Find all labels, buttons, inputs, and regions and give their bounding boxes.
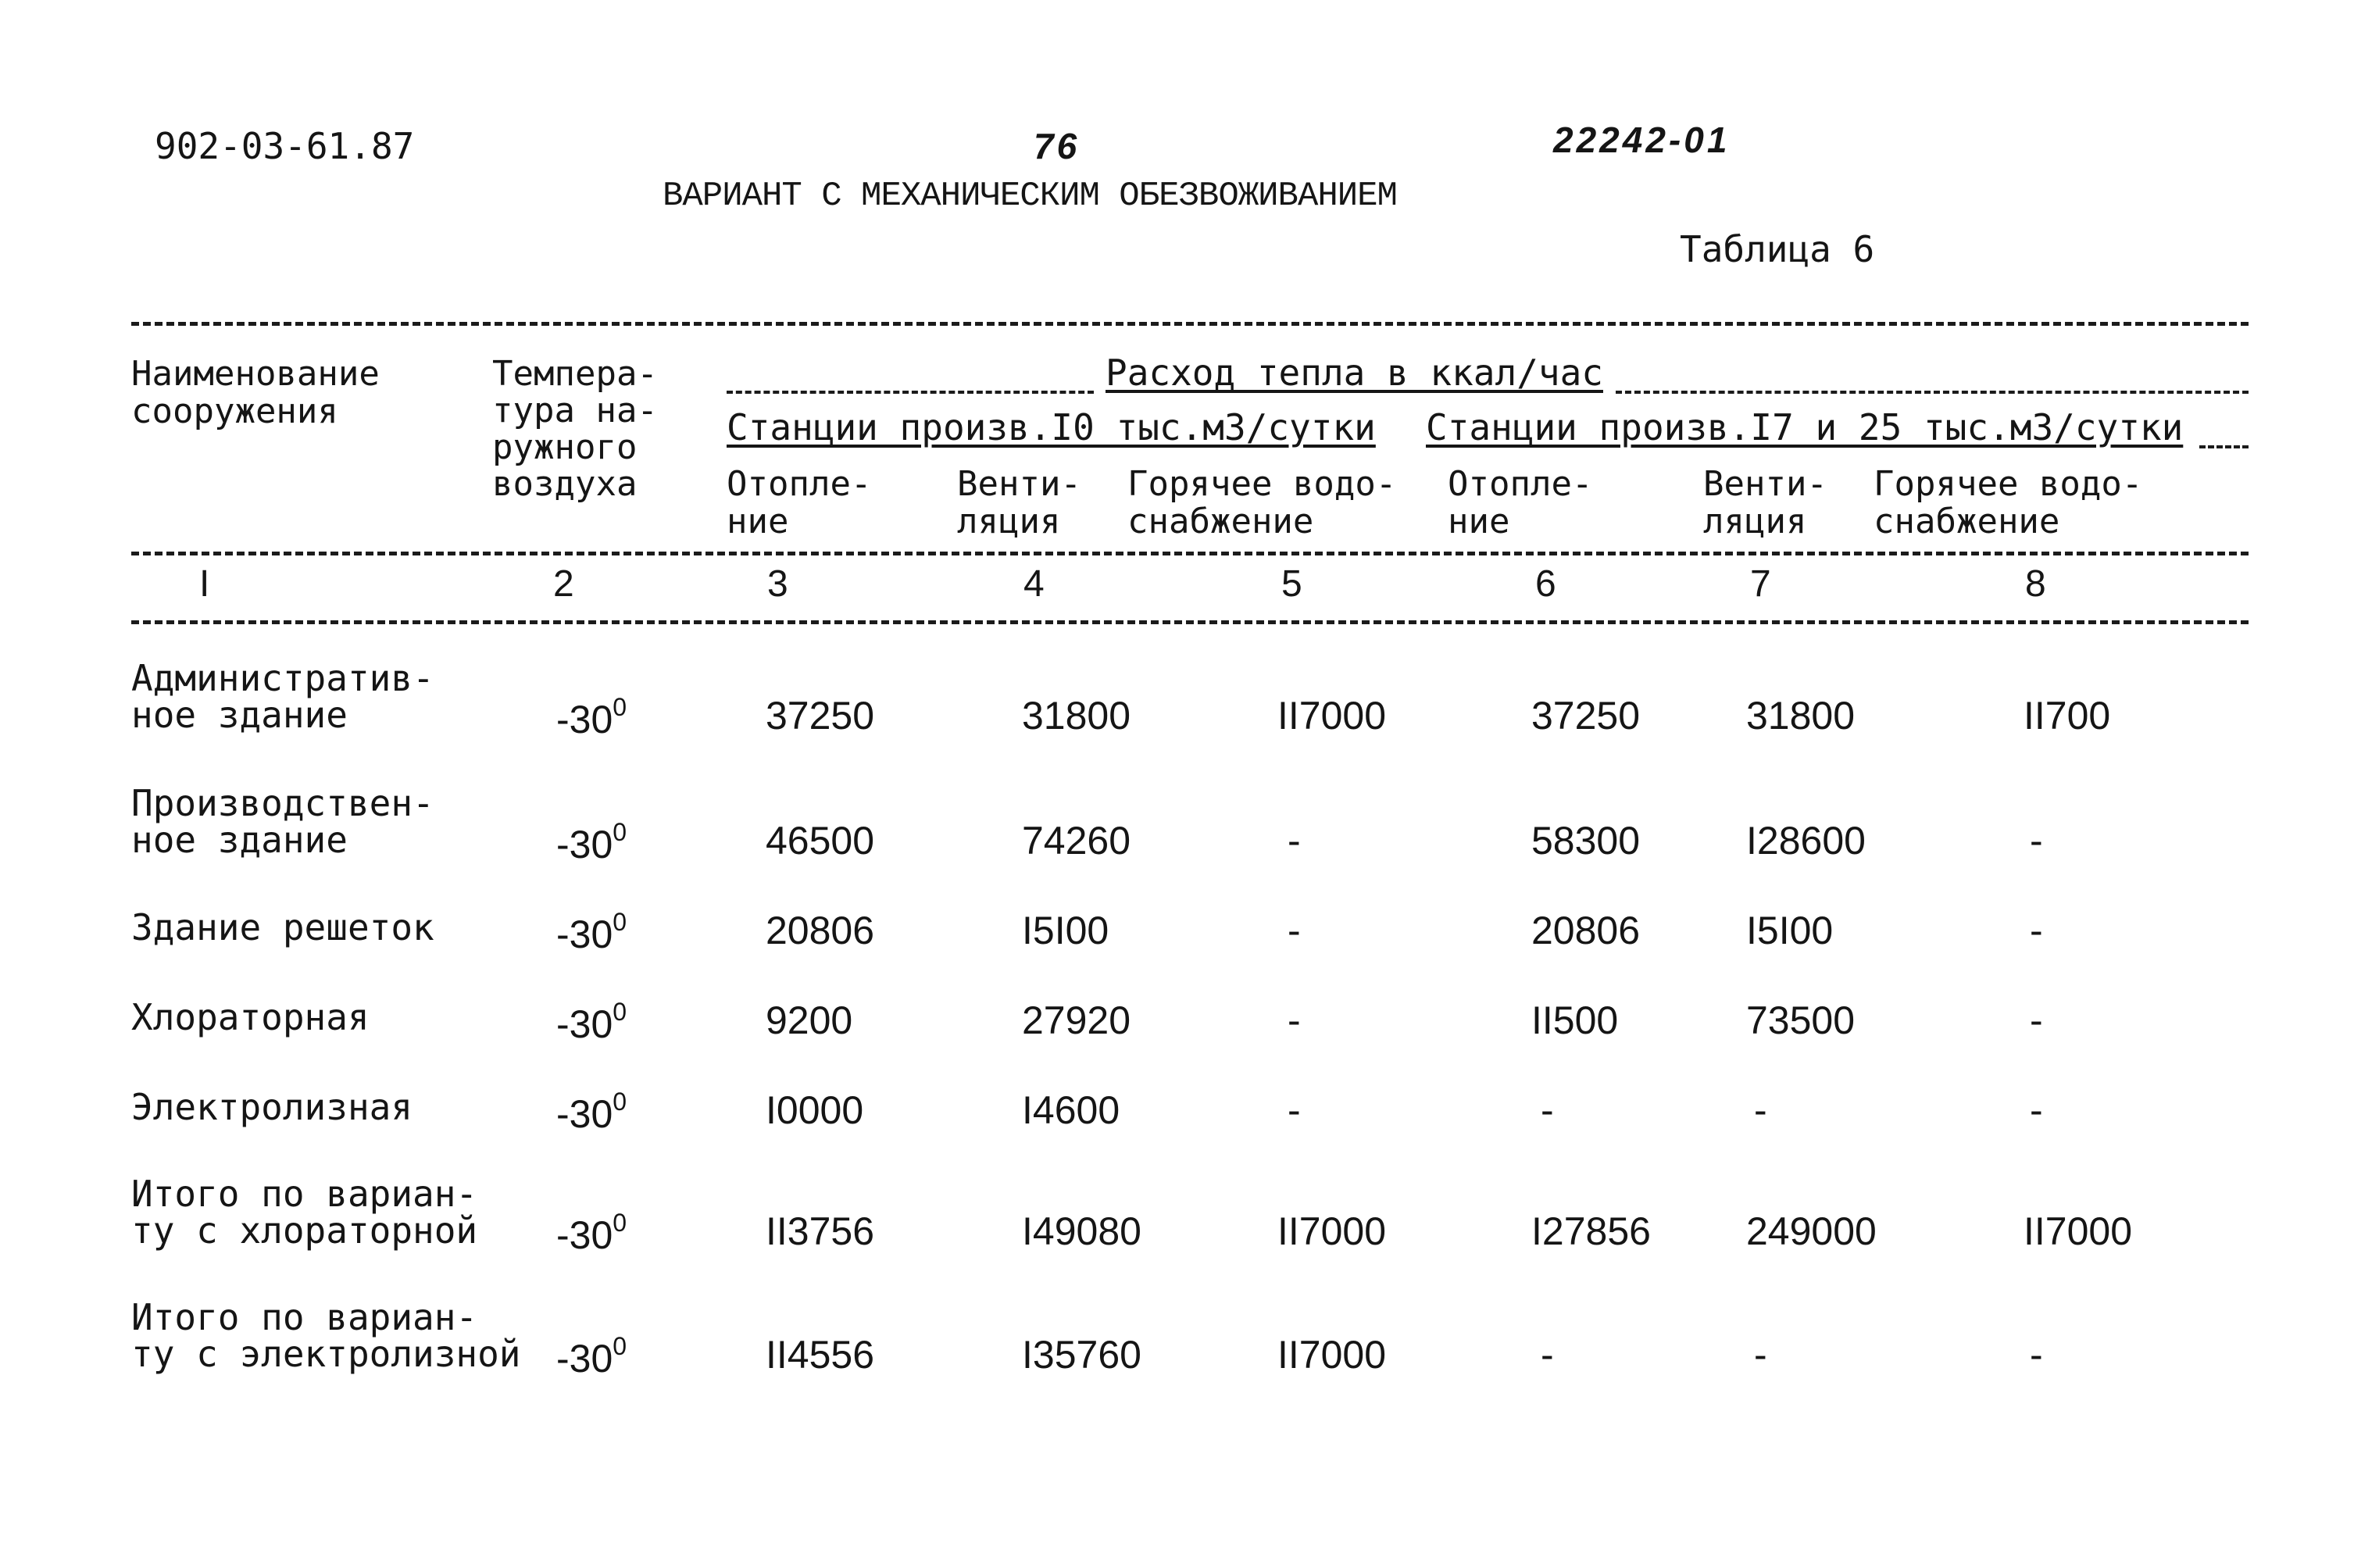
cell-col-7: 31800	[1746, 694, 1856, 738]
subcolumn-heating-1: Отопле- ние	[727, 464, 872, 541]
cell-col-7: -	[1754, 1088, 1767, 1132]
cell-col-6: -	[1541, 1088, 1554, 1132]
row-temperature: $-30^0$	[556, 1088, 627, 1136]
cell-col-7: 73500	[1746, 998, 1856, 1042]
column-number-6: 6	[1535, 563, 1556, 605]
cell-col-8: -	[2030, 998, 2043, 1042]
row-name: Хлораторная	[131, 996, 370, 1038]
cell-col-6: II500	[1531, 998, 1619, 1042]
subgroup-header-10k: Станции произв.I0 тыс.м3/сутки	[727, 406, 1376, 448]
group-header-leader-right	[1616, 391, 2249, 394]
column-number-5: 5	[1281, 563, 1302, 605]
subcolumn-heating-2: Отопле- ние	[1448, 464, 1593, 541]
row-name: Итого по вариан- ту с хлораторной	[131, 1173, 478, 1252]
column-header-temperature: Темпера- тура на- ружного воздуха	[492, 354, 658, 504]
cell-col-5: -	[1288, 819, 1301, 863]
column-number-7: 7	[1750, 563, 1771, 605]
cell-col-5: II7000	[1277, 1333, 1387, 1377]
cell-col-6: 37250	[1531, 694, 1641, 738]
table-top-rule	[131, 322, 2249, 326]
cell-col-8: -	[2030, 909, 2043, 952]
cell-col-7: -	[1754, 1333, 1767, 1377]
cell-col-3: 20806	[766, 909, 875, 952]
cell-col-4: I4600	[1022, 1088, 1120, 1132]
column-header-name: Наименование сооружения	[131, 354, 380, 431]
column-numbers-rule	[131, 620, 2249, 624]
cell-col-6: I27856	[1531, 1209, 1651, 1253]
stamp-number: 22242-01	[1553, 120, 1731, 160]
cell-col-8: -	[2030, 1088, 2043, 1132]
column-number-2: 2	[553, 563, 574, 605]
row-temperature: $-30^0$	[556, 998, 627, 1046]
column-number-8: 8	[2025, 563, 2046, 605]
row-temperature: $-30^0$	[556, 1209, 627, 1257]
subcolumn-ventilation-1: Венти- ляция	[957, 464, 1081, 541]
cell-col-3: II3756	[766, 1209, 875, 1253]
cell-col-8: II7000	[2024, 1209, 2133, 1253]
page-title: ВАРИАНТ С МЕХАНИЧЕСКИМ ОБЕЗВОЖИВАНИЕМ	[663, 177, 1397, 216]
cell-col-8: -	[2030, 1333, 2043, 1377]
row-name: Итого по вариан- ту с электролизной	[131, 1296, 521, 1375]
row-temperature: $-30^0$	[556, 1332, 627, 1380]
cell-col-8: -	[2030, 819, 2043, 863]
cell-col-6: -	[1541, 1333, 1554, 1377]
cell-col-4: I35760	[1022, 1333, 1141, 1377]
subgroup-leader	[2199, 445, 2249, 448]
cell-col-7: 249000	[1746, 1209, 1877, 1253]
column-number-3: 3	[767, 563, 788, 605]
cell-col-8: II700	[2024, 694, 2111, 738]
cell-col-6: 20806	[1531, 909, 1641, 952]
subcolumn-ventilation-2: Венти- ляция	[1703, 464, 1827, 541]
row-name: Здание решеток	[131, 906, 434, 948]
cell-col-3: 37250	[766, 694, 875, 738]
row-name: Производствен- ное здание	[131, 782, 434, 861]
cell-col-5: II7000	[1277, 1209, 1387, 1253]
page-number: 76	[1034, 126, 1081, 166]
cell-col-3: 9200	[766, 998, 853, 1042]
document-code: 902-03-61.87	[155, 125, 415, 167]
cell-col-5: -	[1288, 1088, 1301, 1132]
cell-col-4: 74260	[1022, 819, 1131, 863]
cell-col-4: I5I00	[1022, 909, 1109, 952]
group-header-leader-left	[727, 391, 1094, 394]
cell-col-5: -	[1288, 909, 1301, 952]
column-number-4: 4	[1023, 563, 1045, 605]
cell-col-6: 58300	[1531, 819, 1641, 863]
row-name: Административ- ное здание	[131, 657, 434, 736]
subgroup-header-17-25k: Станции произв.I7 и 25 тыс.м3/сутки	[1426, 406, 2184, 448]
subcolumn-hot-water-1: Горячее водо- снабжение	[1127, 464, 1397, 541]
row-temperature: $-30^0$	[556, 818, 627, 866]
cell-col-4: 27920	[1022, 998, 1131, 1042]
row-name: Электролизная	[131, 1086, 413, 1128]
subcolumn-hot-water-2: Горячее водо- снабжение	[1874, 464, 2143, 541]
table-label: Таблица 6	[1680, 228, 1875, 270]
column-number-1: I	[199, 563, 210, 605]
row-temperature: $-30^0$	[556, 693, 627, 741]
cell-col-4: I49080	[1022, 1209, 1141, 1253]
cell-col-7: I5I00	[1746, 909, 1834, 952]
cell-col-5: -	[1288, 998, 1301, 1042]
cell-col-5: II7000	[1277, 694, 1387, 738]
group-header: Расход тепла в ккал/час	[1106, 352, 1603, 394]
cell-col-3: I0000	[766, 1088, 864, 1132]
cell-col-7: I28600	[1746, 819, 1866, 863]
header-bottom-rule	[131, 552, 2249, 555]
row-temperature: $-30^0$	[556, 908, 627, 956]
cell-col-3: II4556	[766, 1333, 875, 1377]
cell-col-3: 46500	[766, 819, 875, 863]
cell-col-4: 31800	[1022, 694, 1131, 738]
